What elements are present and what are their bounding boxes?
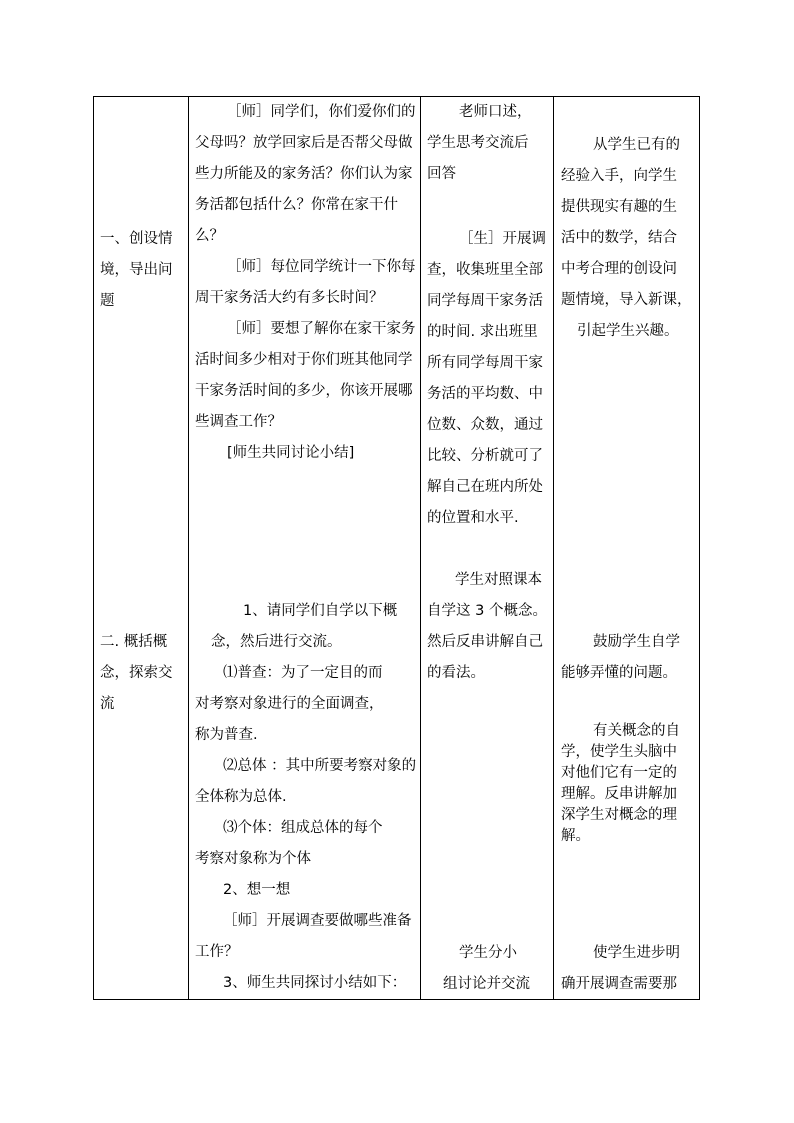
intent-line: 活中的数学，结合	[561, 230, 677, 246]
column-divider	[188, 97, 189, 999]
student-line: 比较、分析就可了	[427, 448, 543, 464]
intent-line: 经验入手，向学生	[561, 168, 677, 184]
intent-line: 中考合理的创设问	[561, 261, 677, 277]
student-line: 查，收集班里全部	[427, 262, 543, 278]
stage-line: 念，探索交	[100, 665, 173, 681]
teacher-line: 么？	[195, 228, 224, 244]
teacher-line: ［师］要想了解你在家干家务	[227, 321, 416, 337]
teacher-line: 干家务活时间的多少，你该开展哪	[195, 383, 413, 399]
student-line: 学生思考交流后	[427, 135, 529, 151]
intent-line: 有关概念的自	[593, 723, 680, 739]
student-activity-cell-2	[427, 565, 551, 689]
teacher-line: 考察对象称为个体	[195, 851, 311, 867]
teacher-line: 工作？	[195, 944, 239, 960]
student-line: 自学这 3 个概念。	[427, 603, 547, 619]
teacher-line: 些调查工作？	[195, 414, 282, 430]
teacher-activity-cell-2	[195, 596, 417, 999]
student-line: 学生对照课本	[455, 572, 542, 588]
teacher-line: 周干家务活大约有多长时间？	[195, 290, 384, 306]
stage-line: 一、创设情	[100, 231, 173, 247]
intent-line: 使学生进步明	[593, 945, 680, 961]
intent-line: 深学生对概念的理	[561, 807, 677, 823]
design-intent-cell-2	[561, 627, 695, 689]
teacher-line: ［师］开展调查要做哪些准备	[223, 913, 412, 929]
student-line: 组讨论并交流	[443, 976, 530, 992]
design-intent-cell-2c	[561, 938, 695, 1000]
teacher-line: ［师］每位同学统计一下你每	[227, 259, 416, 275]
column-divider	[420, 97, 421, 999]
design-intent-cell-1	[561, 130, 695, 347]
student-line: 然后反串讲解自己	[427, 634, 543, 650]
teacher-line: 念，然后进行交流。	[211, 634, 342, 650]
student-line: ［生］开展调	[459, 231, 546, 247]
teacher-line: [师生共同讨论小结]	[227, 445, 355, 461]
teacher-line: ［师］同学们，你们爱你们的	[227, 104, 416, 120]
student-line: 学生分小	[459, 945, 517, 961]
teacher-line: 称为普查.	[195, 727, 258, 743]
intent-line: 鼓励学生自学	[593, 634, 680, 650]
student-line: 务活的平均数、中	[427, 386, 543, 402]
student-activity-cell-2b	[427, 938, 551, 1000]
stage-cell-1	[100, 224, 188, 317]
lesson-plan-table	[93, 96, 700, 1000]
teacher-line: 2、想一想	[223, 882, 291, 898]
teacher-line: 1、请同学们自学以下概	[243, 603, 398, 619]
stage-line: 境，导出问	[100, 262, 173, 278]
student-line: 同学每周干家务活	[427, 293, 543, 309]
student-line: 的位置和水平.	[427, 510, 519, 526]
student-line: 解自己在班内所处	[427, 479, 543, 495]
student-activity-cell-1b	[427, 224, 551, 534]
teacher-line: ⑶个体：组成总体的每个	[223, 820, 383, 836]
teacher-line: 父母吗？放学回家后是否帮父母做	[195, 135, 413, 151]
teacher-line: 活时间多少相对于你们班其他同学	[195, 352, 413, 368]
student-line: 的时间. 求出班里	[427, 324, 538, 340]
intent-line: 从学生已有的	[593, 137, 680, 153]
design-intent-cell-2b	[561, 721, 695, 847]
intent-line: 确开展调查需要那	[561, 976, 677, 992]
intent-line: 引起学生兴趣。	[577, 323, 679, 339]
teacher-line: ⑵总体 ：其中所要考察对象的	[223, 758, 417, 774]
teacher-line: 3、师生共同探讨小结如下：	[223, 975, 407, 991]
student-line: 老师口述，	[459, 104, 532, 120]
teacher-line: 全体称为总体.	[195, 789, 287, 805]
intent-line: 题情境，导入新课，	[561, 292, 692, 308]
student-line: 位数、众数，通过	[427, 417, 543, 433]
intent-line: 能够弄懂的问题。	[561, 665, 677, 681]
column-divider	[553, 97, 554, 999]
stage-cell-2	[100, 627, 188, 720]
teacher-line: ⑴普查：为了一定目的而	[223, 665, 383, 681]
teacher-activity-cell-1	[195, 97, 417, 469]
student-line: 所有同学每周干家	[427, 355, 543, 371]
student-line: 回答	[427, 166, 456, 182]
intent-line: 理解。反串讲解加	[561, 786, 677, 802]
intent-line: 学，使学生头脑中	[561, 744, 677, 760]
intent-line: 对他们它有一定的	[561, 765, 677, 781]
teacher-line: 些力所能及的家务活？你们认为家	[195, 166, 413, 182]
intent-line: 提供现实有趣的生	[561, 199, 677, 215]
stage-line: 流	[100, 696, 115, 712]
student-activity-cell-1	[427, 97, 551, 190]
student-line: 的看法。	[427, 665, 485, 681]
stage-line: 二. 概括概	[100, 634, 168, 650]
teacher-line: 对考察对象进行的全面调查，	[195, 696, 384, 712]
intent-line: 解。	[561, 828, 590, 844]
stage-line: 题	[100, 293, 115, 309]
teacher-line: 务活都包括什么？你常在家干什	[195, 197, 398, 213]
